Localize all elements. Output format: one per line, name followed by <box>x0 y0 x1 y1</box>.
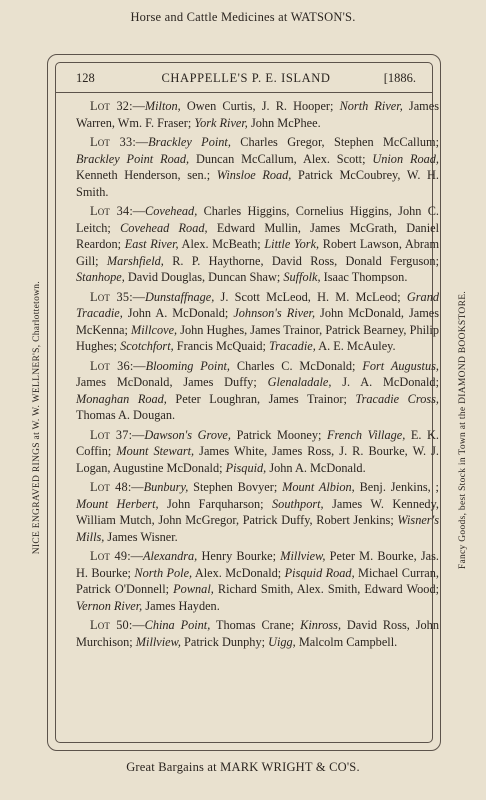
entry-text: Peter M. Bourke, Jas. H. Bourke; <box>76 549 439 580</box>
entry-text: James W. Kennedy, William Mutch, John McGregor, Patrick Duffy, Robert Jenkins; <box>76 496 440 527</box>
entry-text: :— <box>132 135 149 149</box>
entry-text: Edward Mullin, James McGrath, Daniel Reardon; <box>76 220 439 251</box>
entry-text: David Douglas, Duncan Shaw; <box>124 270 284 284</box>
lot-label: Lot 32 <box>90 99 130 113</box>
entry-text: Thomas A. Dougan. <box>76 408 176 422</box>
place-name: Pisquid, <box>225 460 267 475</box>
entry-text: David Ross, John Murchison; <box>76 618 439 649</box>
place-name: Wisner's Mills, <box>76 513 439 544</box>
place-name: Glenaladale, <box>267 375 332 389</box>
place-name: Mount Stewart, <box>116 444 195 458</box>
bottom-advertisement: Great Bargains at MARK WRIGHT & CO'S. <box>126 760 360 774</box>
entry-text: Duncan McCallum, Alex. Scott; <box>189 151 373 166</box>
entry-text: John Hughes, James Trainor, Patrick Bearney, Philip Hughes; <box>76 322 439 353</box>
place-name: East River, <box>124 237 179 251</box>
lot-entry <box>76 427 439 477</box>
place-name: Alexandra, <box>142 549 198 563</box>
entry-text: Richard Smith, Alex. Smith, Edward Wood; <box>213 582 440 596</box>
place-name: York River, <box>194 115 248 130</box>
lot-label: Lot 49 <box>90 549 128 563</box>
right-margin-advertisement <box>455 150 471 710</box>
place-name: Marshfield, <box>106 253 164 268</box>
place-name: Scotchfort, <box>120 339 174 353</box>
entry-text: Kenneth Henderson, sen.; <box>76 168 217 182</box>
place-name: Kinross, <box>300 618 342 632</box>
place-name: Bunbury, <box>143 480 189 494</box>
place-name: Monaghan Road, <box>76 391 167 406</box>
place-name: Mount Albion, <box>282 480 355 494</box>
place-name: Millview, <box>280 549 326 563</box>
lot-label: Lot 34 <box>90 204 130 218</box>
entry-text: :— <box>127 480 144 494</box>
header-rule <box>56 92 432 93</box>
place-name: Pownal, <box>173 582 214 596</box>
entry-text: :— <box>129 289 145 304</box>
place-name: North Pole, <box>134 565 193 580</box>
entry-text: Francis McQuaid; <box>173 339 269 353</box>
lot-entry <box>76 617 439 650</box>
lot-label: Lot 37 <box>90 427 129 442</box>
running-year: [1886. <box>383 71 416 85</box>
place-name: Tracadie, <box>268 339 316 353</box>
entry-text: :— <box>128 618 145 632</box>
entry-text: James White, James Ross, J. R. Bourke, W. J. Logan, Augustine McDonald; <box>76 444 440 475</box>
entry-text: :— <box>128 427 145 442</box>
place-name: Southport, <box>272 496 324 511</box>
entry-text: John Farquharson; <box>158 496 273 511</box>
place-name: Suffolk, <box>283 270 321 284</box>
entry-text: Isaac Thompson. <box>320 270 408 284</box>
lot-entry <box>76 203 439 286</box>
entry-text: James Wisner. <box>104 529 178 544</box>
place-name: Stanhope, <box>76 270 125 284</box>
entry-text: A. E. McAuley. <box>315 339 396 353</box>
entry-text: Peter Loughran, James Trainor; <box>166 391 356 406</box>
entry-text: :— <box>129 204 146 218</box>
lot-entry <box>76 134 439 200</box>
entry-text: Owen Curtis, J. R. Hooper; <box>180 99 340 113</box>
entry-text: Malcolm Campbell. <box>295 634 398 649</box>
lot-entry <box>76 289 439 355</box>
entry-text: Alex. McBeath; <box>178 237 265 251</box>
entry-text: John McDonald, James McKenna; <box>76 306 439 337</box>
place-name: Millview, <box>135 634 181 649</box>
entry-text: James Warren, Wm. F. Fraser; <box>76 99 439 130</box>
entry-text: Thomas Crane; <box>210 618 301 632</box>
place-name: Pisquid Road, <box>284 565 355 580</box>
running-title: CHAPPELLE'S P. E. ISLAND <box>161 71 331 85</box>
entry-text: Charles Gregor, Stephen McCallum; <box>230 135 440 149</box>
place-name: Little York, <box>264 237 320 251</box>
lot-label: Lot 35 <box>90 289 130 304</box>
entry-text: John A. McDonald; <box>122 306 234 320</box>
place-name: Millcove, <box>131 322 178 337</box>
place-name: Fort Augustus, <box>362 358 439 373</box>
entry-text: J. Scott McLeod, H. M. McLeod; <box>214 289 407 304</box>
entry-text: Robert Lawson, Abram Gill; <box>76 237 440 268</box>
lot-entry <box>76 358 439 424</box>
place-name: Vernon River, <box>76 598 143 613</box>
entry-text: Henry Bourke; <box>197 549 281 563</box>
entry-text: Patrick McCoubrey, W. H. Smith. <box>76 168 440 199</box>
entry-text: Patrick Dunphy; <box>180 634 269 649</box>
entry-text: :— <box>129 358 146 373</box>
place-name: China Point, <box>144 618 211 632</box>
entry-text: James Hayden. <box>142 598 220 613</box>
entry-text: Charles Higgins, Cornelius Higgins, John C. Leitch; <box>76 204 439 235</box>
lot-entry <box>76 479 439 545</box>
entry-text: :— <box>127 549 143 563</box>
page-number: 128 <box>76 71 95 85</box>
place-name: Dawson's Grove, <box>144 427 231 442</box>
entry-text: James McDonald, James Duffy; <box>76 375 268 389</box>
place-name: Union Road, <box>372 151 439 166</box>
lot-label: Lot 33 <box>90 135 133 149</box>
place-name: Covehead, <box>145 204 198 218</box>
running-header <box>76 71 416 89</box>
place-name: Milton, <box>144 99 181 113</box>
place-name: Covehead Road, <box>120 220 208 235</box>
lot-entry <box>76 98 439 131</box>
top-advertisement: Horse and Cattle Medicines at WATSON'S. <box>130 10 356 24</box>
entry-text: Alex. McDonald; <box>192 565 285 580</box>
entry-text: Michael Curran, Patrick O'Donnell; <box>76 565 439 596</box>
lot-label: Lot 48 <box>90 480 128 494</box>
lot-label: Lot 50 <box>90 618 129 632</box>
entry-text: J. A. McDonald; <box>331 375 439 389</box>
place-name: Blooming Point, <box>145 358 230 373</box>
place-name: Winsloe Road, <box>216 168 292 182</box>
lot-entry <box>76 548 439 614</box>
entry-text: Benj. Jenkins, ; <box>354 480 439 494</box>
entry-text: Stephen Bovyer; <box>188 480 283 494</box>
left-margin-advertisement <box>29 158 45 678</box>
entry-text: John A. McDonald. <box>266 460 366 475</box>
left-advertisement-text: NICE ENGRAVED RINGS at W. W. WELLNER'S, Charlottetown. <box>32 281 42 555</box>
place-name: Mount Herbert, <box>76 496 159 511</box>
place-name: Grand Tracadie, <box>76 289 439 320</box>
place-name: French Village, <box>326 427 406 442</box>
entry-text: Patrick Mooney; <box>230 427 327 442</box>
entry-text: :— <box>129 99 145 113</box>
lot-label: Lot 36 <box>90 358 130 373</box>
lot-listing <box>76 98 439 653</box>
place-name: Brackley Point, <box>148 135 231 149</box>
place-name: North River, <box>339 99 403 113</box>
entry-text: Charles C. McDonald; <box>230 358 363 373</box>
entry-text: R. P. Haythorne, David Ross, Donald Ferguson; <box>163 253 439 268</box>
right-advertisement-text: Fancy Goods, best Stock in Town at the DIAMOND BOOKSTORE. <box>458 290 468 570</box>
place-name: Brackley Point Road, <box>76 151 190 166</box>
place-name: Uigg, <box>268 634 296 649</box>
place-name: Johnson's River, <box>233 306 316 320</box>
place-name: Dunstaffnage, <box>144 289 215 304</box>
place-name: Tracadie Cross, <box>355 391 439 406</box>
entry-text: E. K. Coffin; <box>76 427 439 458</box>
entry-text: John McPhee. <box>247 115 321 130</box>
